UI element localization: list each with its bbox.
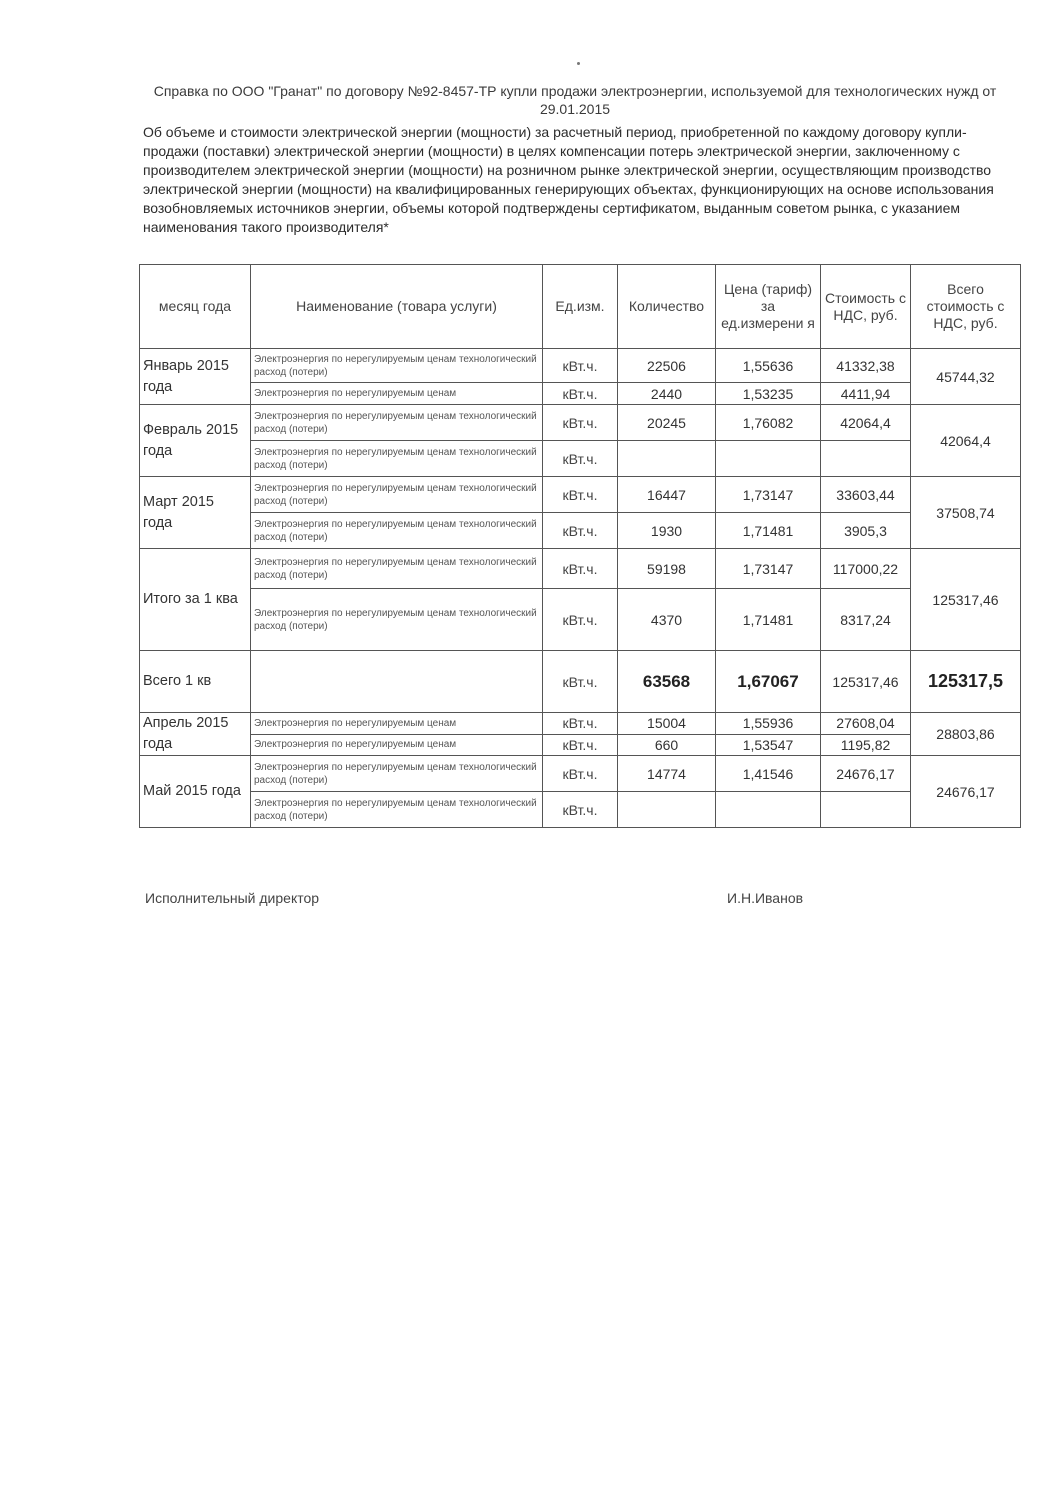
unit-cell: кВт.ч. [543,756,618,792]
price-cell: 1,76082 [716,405,821,441]
item-name [251,651,543,713]
item-name: Электроэнергия по нерегулируемым ценам технологический расход (потери) [251,441,543,477]
header-unit: Ед.изм. [543,265,618,349]
unit-cell: кВт.ч. [543,513,618,549]
header-qty: Количество [618,265,716,349]
table-row [140,589,1021,651]
item-name: Электроэнергия по нерегулируемым ценам технологический расход (потери) [251,477,543,513]
price-cell: 1,55936 [716,713,821,735]
table-row [140,383,1021,405]
item-name: Электроэнергия по нерегулируемым ценам технологический расход (потери) [251,792,543,828]
cost-cell: 27608,04 [821,713,911,735]
qty-cell: 16447 [618,477,716,513]
price-cell [716,441,821,477]
item-name: Электроэнергия по нерегулируемым ценам технологический расход (потери) [251,405,543,441]
cost-cell: 33603,44 [821,477,911,513]
price-cell: 1,53547 [716,734,821,756]
qty-cell: 1930 [618,513,716,549]
header-row [140,265,1021,349]
header-name: Наименование (товара услуги) [251,265,543,349]
total-cell: 37508,74 [911,477,1021,549]
unit-cell: кВт.ч. [543,441,618,477]
month-cell: Итого за 1 ква [140,549,251,651]
table-row [140,349,1021,383]
document-intro: Об объеме и стоимости электрической энергии (мощности) за расчетный период, приобретенной по каждому договору купли-продажи (поставки) электрической энергии (мощности) в целях компенсации потерь электрической энергии, заключенному с производителем электрической энергии (мощности) на розничном рынке электрической энергии, осуществляющим производство электрической энергии (мощности) на квалифицированных генерирующих объектах, функционирующих на основе использования возобновляемых источников энергии, объемы которой подтверждены сертификатом, выданным советом рынка, с указанием наименования такого производителя* [143,124,994,235]
cost-cell: 3905,3 [821,513,911,549]
table-row [140,405,1021,441]
unit-cell: кВт.ч. [543,477,618,513]
cost-cell: 42064,4 [821,405,911,441]
unit-cell: кВт.ч. [543,405,618,441]
cost-cell: 1195,82 [821,734,911,756]
qty-cell: 20245 [618,405,716,441]
unit-cell: кВт.ч. [543,549,618,589]
total-cell: 125317,5 [911,651,1021,713]
qty-cell: 59198 [618,549,716,589]
cost-cell: 125317,46 [821,651,911,713]
cost-cell [821,792,911,828]
cost-cell: 4411,94 [821,383,911,405]
header-price: Цена (тариф) за ед.измерени я [716,265,821,349]
unit-cell: кВт.ч. [543,713,618,735]
signature-role: Исполнительный директор [145,890,320,906]
item-name: Электроэнергия по нерегулируемым ценам технологический расход (потери) [251,513,543,549]
month-cell: Апрель 2015 года [140,713,251,756]
price-cell: 1,71481 [716,589,821,651]
header-total: Всего стоимость с НДС, руб. [911,265,1021,349]
header-cost: Стоимость с НДС, руб. [821,265,911,349]
total-cell: 42064,4 [911,405,1021,477]
cost-cell: 117000,22 [821,549,911,589]
price-cell [716,792,821,828]
unit-cell: кВт.ч. [543,589,618,651]
qty-cell: 63568 [618,651,716,713]
table-row [140,792,1021,828]
qty-cell: 22506 [618,349,716,383]
table-row [140,734,1021,756]
item-name: Электроэнергия по нерегулируемым ценам технологический расход (потери) [251,589,543,651]
item-name: Электроэнергия по нерегулируемым ценам технологический расход (потери) [251,349,543,383]
total-cell: 125317,46 [911,549,1021,651]
cost-cell: 8317,24 [821,589,911,651]
table-row [140,713,1021,735]
item-name: Электроэнергия по нерегулируемым ценам [251,383,543,405]
table-row [140,549,1021,589]
unit-cell: кВт.ч. [543,349,618,383]
price-cell: 1,73147 [716,477,821,513]
price-cell: 1,53235 [716,383,821,405]
total-cell: 45744,32 [911,349,1021,405]
unit-cell: кВт.ч. [543,651,618,713]
cost-cell: 41332,38 [821,349,911,383]
qty-cell: 660 [618,734,716,756]
item-name: Электроэнергия по нерегулируемым ценам [251,713,543,735]
table-row [140,513,1021,549]
unit-cell: кВт.ч. [543,792,618,828]
month-cell: Январь 2015 года [140,349,251,405]
price-cell: 1,41546 [716,756,821,792]
price-cell: 1,55636 [716,349,821,383]
qty-cell [618,441,716,477]
total-cell: 28803,86 [911,713,1021,756]
month-cell: Февраль 2015 года [140,405,251,477]
month-cell: Март 2015 года [140,477,251,549]
table-row [140,756,1021,792]
item-name: Электроэнергия по нерегулируемым ценам [251,734,543,756]
total-cell: 24676,17 [911,756,1021,828]
table-row [140,441,1021,477]
qty-cell: 15004 [618,713,716,735]
month-cell: Май 2015 года [140,756,251,828]
price-cell: 1,73147 [716,549,821,589]
cost-cell: 24676,17 [821,756,911,792]
qty-cell [618,792,716,828]
price-cell: 1,67067 [716,651,821,713]
qty-cell: 14774 [618,756,716,792]
item-name: Электроэнергия по нерегулируемым ценам технологический расход (потери) [251,549,543,589]
signature-name: И.Н.Иванов [727,890,804,906]
scan-speck [577,62,580,65]
month-cell: Всего 1 кв [140,651,251,713]
item-name: Электроэнергия по нерегулируемым ценам технологический расход (потери) [251,756,543,792]
qty-cell: 2440 [618,383,716,405]
report-table [139,264,1021,828]
cost-cell [821,441,911,477]
summary-row [140,651,1021,713]
header-month: месяц года [140,265,251,349]
document-title: Справка по ООО "Гранат" по договору №92-8457-ТР купли продажи электроэнергии, используемой для технологических нужд от 29.01.2015 [153,83,997,117]
table-row [140,477,1021,513]
unit-cell: кВт.ч. [543,383,618,405]
qty-cell: 4370 [618,589,716,651]
price-cell: 1,71481 [716,513,821,549]
unit-cell: кВт.ч. [543,734,618,756]
